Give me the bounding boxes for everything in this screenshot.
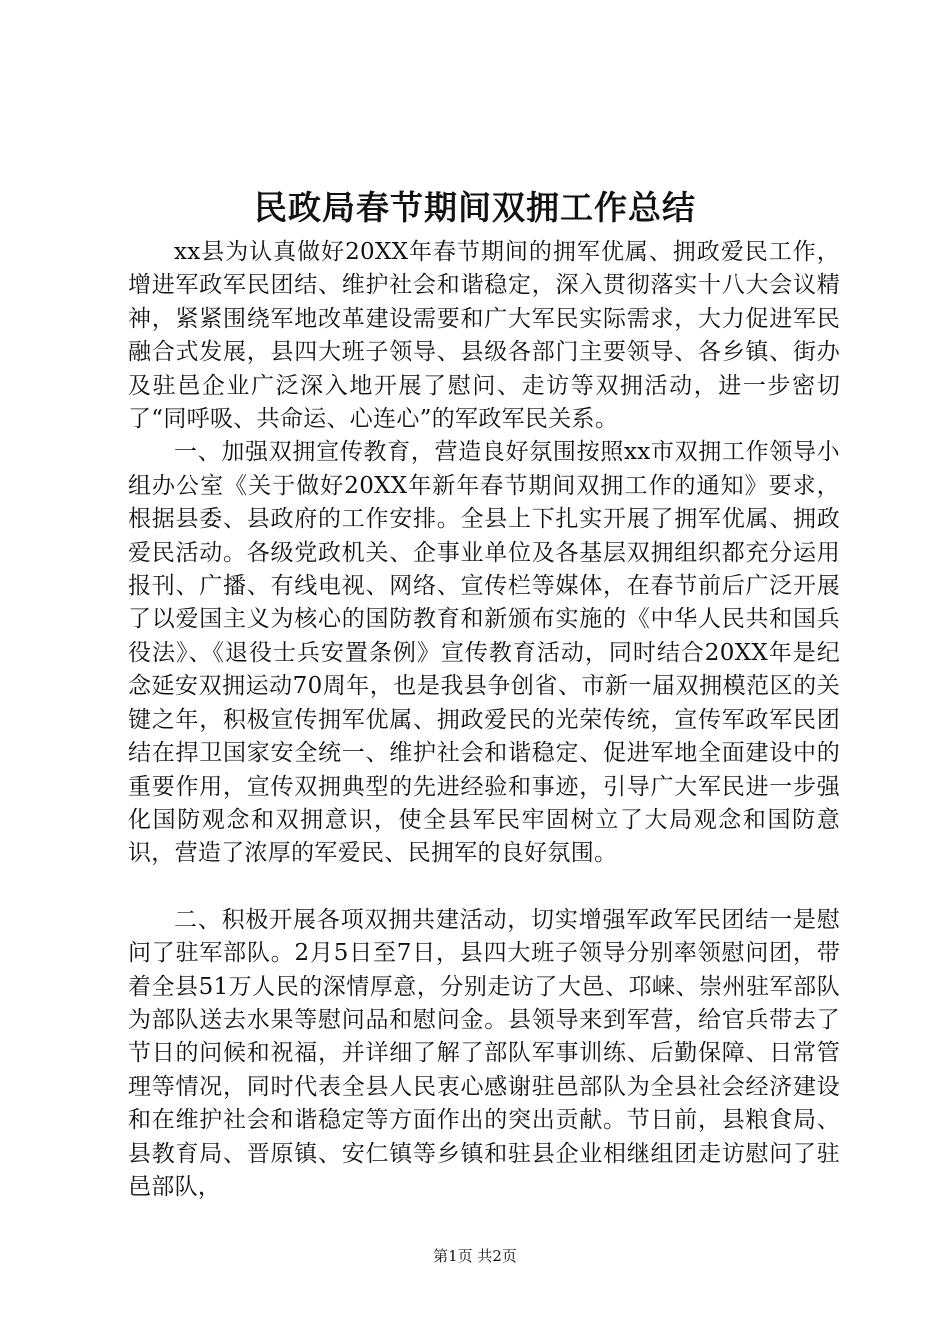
document-body bbox=[128, 236, 840, 1204]
page-number-footer: 第1页 共2页 bbox=[433, 1247, 517, 1265]
paragraph-section-1: 一、加强双拥宣传教育，营造良好氛围按照xx市双拥工作领导小组办公室《关于做好20XX年新年春节期间双拥工作的通知》要求，根据县委、县政府的工作安排。全县上下扎实开展了拥军优属、拥政爱民活动。各级党政机关、企事业单位及各基层双拥组织都充分运用报刊、广播、有线电视、网络、宣传栏等媒体，在春节前后广泛开展了以爱国主义为核心的国防教育和新颁布实施的《中华人民共和国兵役法》、《退役士兵安置条例》宣传教育活动，同时结合20XX年是纪念延安双拥运动70周年，也是我县争创省、市新一届双拥模范区的关键之年，积极宣传拥军优属、拥政爱民的光荣传统，宣传军政军民团结在捍卫国家安全统一、维护社会和谐稳定、促进军地全面建设中的重要作用，宣传双拥典型的先进经验和事迹，引导广大军民进一步强化国防观念和双拥意识，使全县军民牢固树立了大局观念和国防意识，营造了浓厚的军爱民、民拥军的良好氛围。 bbox=[128, 439, 840, 867]
paragraph-section-2: 二、积极开展各项双拥共建活动，切实增强军政军民团结一是慰问了驻军部队。2月5日至7日，县四大班子领导分别率领慰问团，带着全县51万人民的深情厚意，分别走访了大邑、邛崃、崇州驻军部队为部队送去水果等慰问品和慰问金。县领导来到军营，给官兵带去了节日的问候和祝福，并详细了解了部队军事训练、后勤保障、日常管理等情况，同时代表全县人民衷心感谢驻邑部队为全县社会经济建设和在维护社会和谐稳定等方面作出的突出贡献。节日前，县粮食局、县教育局、晋原镇、安仁镇等乡镇和驻县企业相继组团走访慰问了驻邑部队， bbox=[128, 906, 840, 1200]
document-title: 民政局春节期间双拥工作总结 bbox=[254, 188, 696, 227]
paragraph-intro: xx县为认真做好20XX年春节期间的拥军优属、拥政爱民工作，增进军政军民团结、维护社会和谐稳定，深入贯彻落实十八大会议精神，紧紧围绕军地改革建设需要和广大军民实际需求，大力促进军民融合式发展，县四大班子领导、县级各部门主要领导、各乡镇、街办及驻邑企业广泛深入地开展了慰问、走访等双拥活动，进一步密切了“同呼吸、共命运、心连心”的军政军民关系。 bbox=[128, 239, 840, 433]
